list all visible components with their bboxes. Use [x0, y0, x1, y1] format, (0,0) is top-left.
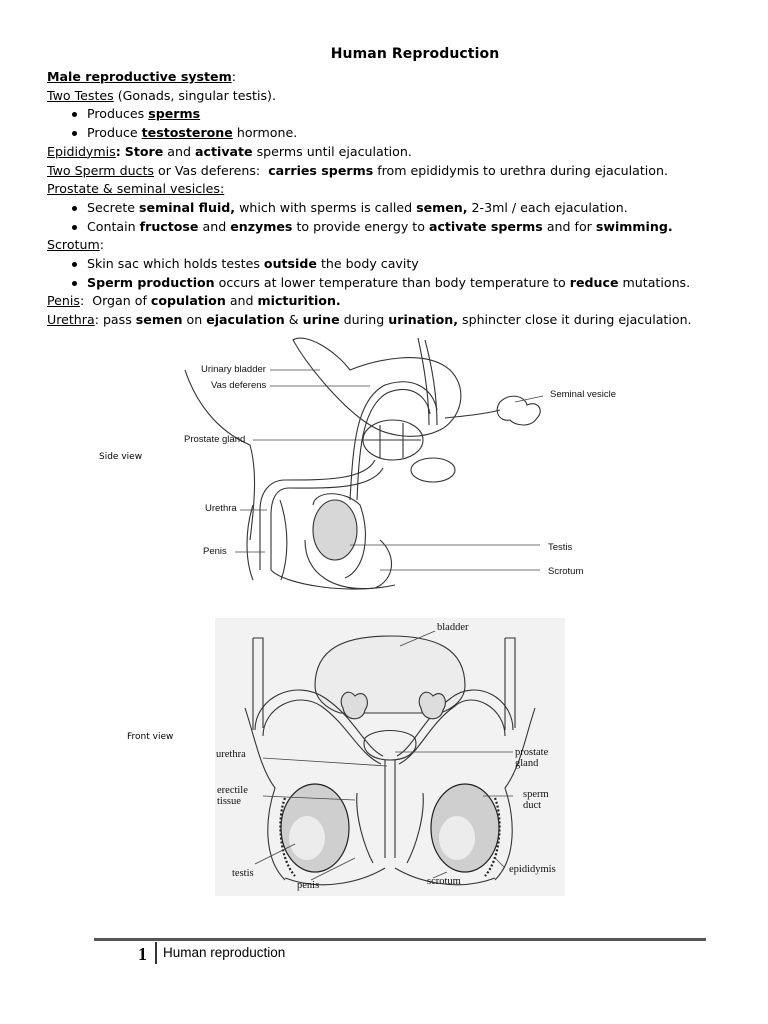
urethra-line: Urethra: pass semen on ejaculation & urine during urination, sphincter close it during ejaculation. — [47, 312, 692, 328]
label-testis: Testis — [548, 542, 573, 553]
bold-text: fructose — [139, 218, 199, 234]
bold-text: activate — [195, 143, 253, 159]
label-urinary-bladder: Urinary bladder — [201, 364, 266, 375]
male-heading: Male reproductive system — [47, 69, 232, 84]
text: which with sperms is called — [239, 199, 413, 215]
footer-text: Human reproduction — [163, 945, 286, 960]
text: Secrete — [87, 199, 136, 215]
urethra-heading: Urethra — [47, 312, 95, 328]
side-view-diagram — [175, 330, 615, 600]
bold-text: enzymes — [230, 218, 293, 234]
bullet-item — [47, 218, 747, 237]
text: pass — [102, 312, 132, 328]
bullet-item — [47, 199, 747, 218]
label-sperm-duct: sperm duct — [523, 789, 549, 811]
notes-body — [47, 68, 747, 330]
label-vas-deferens: Vas deferens — [211, 380, 267, 391]
label-penis-front: penis — [297, 880, 320, 891]
penis-heading: Penis — [47, 293, 80, 309]
bold-text: activate sperms — [428, 218, 543, 234]
text: and — [167, 143, 191, 159]
bold-text: urine — [302, 312, 340, 328]
text: from epididymis to urethra during ejaculation. — [377, 162, 668, 178]
bold-text: sperms — [148, 106, 201, 122]
page-number: 1 — [138, 944, 147, 964]
text: sperms until ejaculation. — [256, 143, 412, 159]
label-scrotum: Scrotum — [548, 566, 584, 577]
text: and for — [546, 218, 592, 234]
text: occurs at lower temperature than body temperature to — [218, 274, 566, 290]
bold-text: reduce — [569, 274, 619, 290]
sperm-duct-line — [47, 162, 747, 181]
bold-text: Store — [124, 143, 164, 159]
front-view-drawing — [215, 618, 565, 896]
bold-text: swimming. — [595, 218, 673, 234]
front-view-caption: Front view — [127, 732, 174, 742]
label-penis: Penis — [203, 546, 227, 557]
bold-text: micturition. — [257, 293, 341, 309]
label-testis-front: testis — [232, 868, 254, 879]
text: Produces — [87, 106, 145, 122]
testes-heading: Two Testes — [47, 87, 114, 103]
page-title: Human Reproduction — [330, 46, 500, 62]
text: Organ of — [92, 293, 147, 309]
label-scrotum-front: scrotum — [427, 876, 461, 887]
bold-text: copulation — [150, 293, 226, 309]
scrotum-line: Scrotum: — [47, 237, 104, 253]
prostate-line — [47, 180, 747, 199]
text: and — [229, 293, 254, 309]
sperm-duct-heading: Two Sperm ducts — [47, 162, 154, 178]
scrotum-heading: Scrotum — [47, 237, 100, 253]
label-epididymis: epididymis — [509, 864, 556, 875]
front-view-diagram — [215, 618, 565, 896]
footer-rule — [94, 938, 706, 941]
text: Contain — [87, 218, 136, 234]
bold-text: semen, — [416, 199, 468, 215]
text: and — [202, 218, 227, 234]
testes-desc: (Gonads, singular testis). — [117, 87, 276, 103]
label-prostate-gland: Prostate gland — [184, 434, 246, 445]
label-bladder: bladder — [437, 622, 469, 633]
text: 2-3ml / each ejaculation. — [471, 199, 628, 215]
prostate-heading: Prostate & seminal vesicles: — [47, 181, 225, 197]
penis-line: Penis: Organ of copulation and micturition. — [47, 293, 341, 309]
bold-text: Sperm production — [87, 274, 215, 290]
text: mutations. — [622, 274, 691, 290]
epididymis-heading: Epididymis — [47, 143, 116, 159]
text: hormone. — [236, 125, 298, 141]
text: sphincter close it during ejaculation. — [462, 312, 692, 328]
label-erectile-tissue: erectile tissue — [217, 785, 248, 807]
text: Skin sac which holds testes — [87, 256, 260, 272]
bold-text: carries sperms — [268, 162, 374, 178]
text: Produce — [87, 125, 138, 141]
bold-text: urination, — [388, 312, 458, 328]
text: on — [186, 312, 203, 328]
testes-line — [47, 87, 747, 106]
bold-text: seminal fluid, — [139, 199, 236, 215]
bullet-item — [47, 105, 747, 124]
bullet-item — [47, 255, 747, 274]
footer-divider — [155, 942, 157, 964]
side-view-caption: Side view — [99, 452, 143, 462]
text: to provide energy to — [296, 218, 425, 234]
male-heading-line: Male reproductive system: — [47, 69, 236, 84]
label-seminal-vesicle: Seminal vesicle — [550, 389, 616, 400]
text: & — [288, 312, 299, 328]
bold-text: ejaculation — [206, 312, 285, 328]
bold-text: semen — [135, 312, 183, 328]
text: the body cavity — [320, 256, 419, 272]
bold-text: outside — [263, 256, 317, 272]
bold-text: testosterone — [141, 125, 233, 141]
bullet-item — [47, 124, 747, 143]
label-prostate-gland-front: prostate gland — [515, 747, 549, 769]
label-urethra-front: urethra — [216, 749, 246, 760]
epididymis-line: Epididymis: Store and activate sperms until ejaculation. — [47, 143, 412, 159]
label-urethra: Urethra — [205, 503, 237, 514]
text: during — [343, 312, 385, 328]
text: or Vas deferens: — [158, 162, 261, 178]
bullet-item — [47, 274, 747, 293]
